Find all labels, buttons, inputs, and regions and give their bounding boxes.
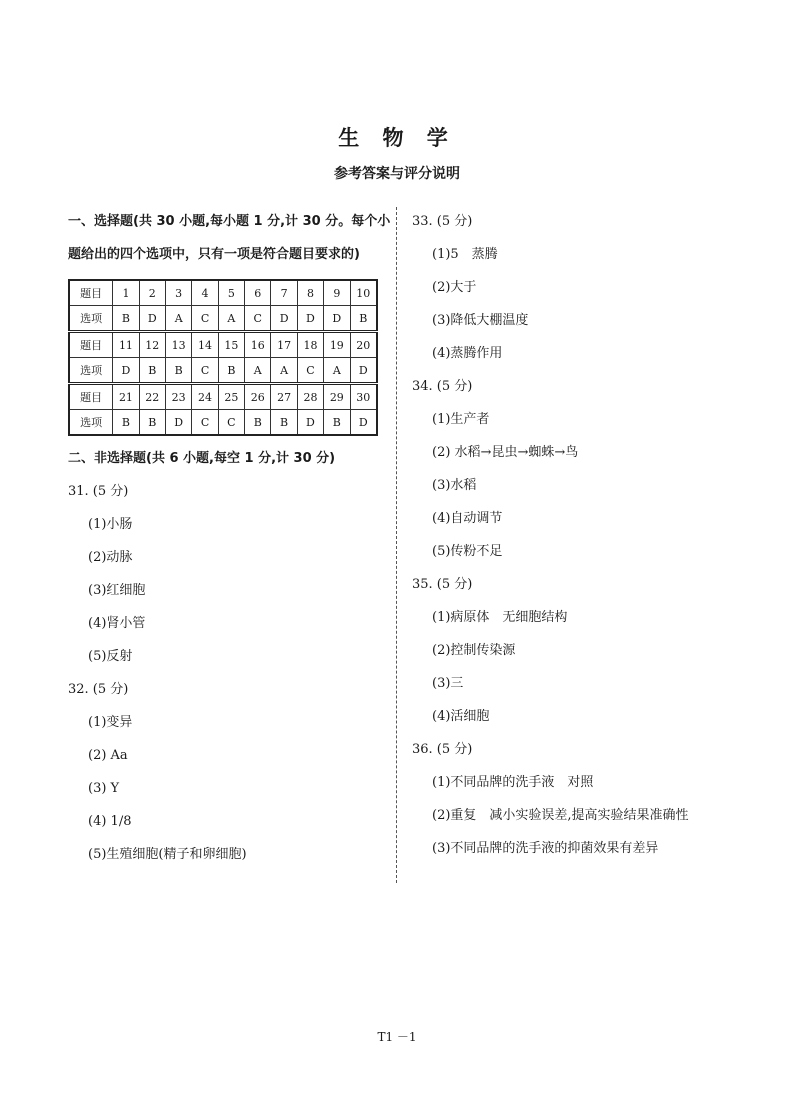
answer-item: (5)生殖细胞(精子和卵细胞) (88, 847, 247, 862)
question-number: 11 (113, 332, 139, 358)
answer-item: (3)红细胞 (88, 583, 146, 598)
answer-option: B (165, 358, 191, 384)
answer-item: (2)控制传染源 (432, 643, 516, 658)
answer-item: (3)水稻 (432, 478, 477, 493)
answer-item: (2) Aa (88, 748, 128, 763)
answer-option: D (113, 358, 139, 384)
answer-item: (4)蒸腾作用 (432, 346, 503, 361)
row-label: 题目 (69, 384, 113, 410)
answer-option: A (218, 306, 244, 332)
answer-item: (1)5 蒸腾 (432, 247, 498, 262)
answer-option: A (324, 358, 350, 384)
answer-option: D (271, 306, 297, 332)
answer-item: (4)自动调节 (432, 511, 503, 526)
answer-option: C (192, 306, 218, 332)
question-number: 8 (297, 280, 323, 306)
question-number: 17 (271, 332, 297, 358)
answer-item: (3) Y (88, 781, 120, 796)
answer-option: A (245, 358, 271, 384)
question-number: 22 (139, 384, 165, 410)
answer-option: B (113, 410, 139, 436)
answer-option: B (324, 410, 350, 436)
question-number: 27 (271, 384, 297, 410)
answer-table (68, 279, 378, 436)
answer-option: C (245, 306, 271, 332)
answer-option: D (297, 306, 323, 332)
answer-item: (2) 水稻→昆虫→蜘蛛→鸟 (432, 445, 579, 460)
answer-option: B (139, 410, 165, 436)
answer-option: B (271, 410, 297, 436)
question-number: 20 (350, 332, 377, 358)
table-row-numbers (69, 280, 377, 306)
table-row-numbers (69, 384, 377, 410)
answer-option: D (350, 358, 377, 384)
row-label: 选项 (69, 306, 113, 332)
row-label: 题目 (69, 280, 113, 306)
column-divider (396, 207, 397, 883)
section1-heading-line2: 题给出的四个选项中，只有一项是符合题目要求的) (68, 247, 360, 262)
answer-option: C (192, 358, 218, 384)
question-number: 12 (139, 332, 165, 358)
question-33 (412, 205, 742, 370)
answer-item: (3)三 (432, 676, 464, 691)
question-number: 24 (192, 384, 218, 410)
question-number: 6 (245, 280, 271, 306)
page-title: 生 物 学 (338, 126, 456, 150)
question-32-head: 32. (5 分) (68, 682, 129, 697)
table-row-answers (69, 306, 377, 332)
answer-item: (2)重复 减小实验误差,提高实验结果准确性 (432, 808, 689, 823)
question-35 (412, 568, 742, 733)
answer-item: (1)病原体 无细胞结构 (432, 610, 568, 625)
answer-option: D (165, 410, 191, 436)
answer-option: B (218, 358, 244, 384)
answer-item: (2)大于 (432, 280, 477, 295)
page-footer: T1 －1 (377, 1030, 417, 1044)
question-number: 1 (113, 280, 139, 306)
question-number: 29 (324, 384, 350, 410)
question-number: 26 (245, 384, 271, 410)
section1-heading-line1: 一、选择题(共 30 小题,每小题 1 分,计 30 分。每个小 (68, 214, 391, 229)
section2-heading: 二、非选择题(共 6 小题,每空 1 分,计 30 分) (68, 451, 336, 466)
question-36 (412, 733, 742, 865)
question-number: 30 (350, 384, 377, 410)
right-column (412, 205, 742, 865)
answer-option: A (271, 358, 297, 384)
answer-item: (4)肾小管 (88, 616, 146, 631)
question-35-head: 35. (5 分) (412, 577, 473, 592)
answer-option: B (113, 306, 139, 332)
table-row-answers (69, 410, 377, 436)
question-34-head: 34. (5 分) (412, 379, 473, 394)
question-number: 19 (324, 332, 350, 358)
answer-item: (4) 1/8 (88, 814, 132, 829)
left-column (68, 205, 391, 871)
answer-item: (5)反射 (88, 649, 133, 664)
question-number: 7 (271, 280, 297, 306)
question-number: 28 (297, 384, 323, 410)
page-subtitle: 参考答案与评分说明 (334, 166, 460, 182)
answer-item: (5)传粉不足 (432, 544, 503, 559)
answer-item: (4)活细胞 (432, 709, 490, 724)
question-number: 4 (192, 280, 218, 306)
question-31-head: 31. (5 分) (68, 484, 129, 499)
answer-option: D (139, 306, 165, 332)
question-33-head: 33. (5 分) (412, 214, 473, 229)
answer-item: (2)动脉 (88, 550, 133, 565)
question-number: 3 (165, 280, 191, 306)
table-row-answers (69, 358, 377, 384)
question-number: 2 (139, 280, 165, 306)
answer-item: (3)不同品牌的洗手液的抑菌效果有差异 (432, 841, 659, 856)
row-label: 选项 (69, 358, 113, 384)
question-number: 21 (113, 384, 139, 410)
question-number: 23 (165, 384, 191, 410)
question-number: 5 (218, 280, 244, 306)
answer-item: (1)不同品牌的洗手液 对照 (432, 775, 594, 790)
answer-option: C (192, 410, 218, 436)
question-number: 9 (324, 280, 350, 306)
question-number: 10 (350, 280, 377, 306)
row-label: 题目 (69, 332, 113, 358)
answer-item: (3)降低大棚温度 (432, 313, 529, 328)
question-number: 14 (192, 332, 218, 358)
answer-option: B (245, 410, 271, 436)
question-number: 16 (245, 332, 271, 358)
answer-option: B (139, 358, 165, 384)
question-number: 13 (165, 332, 191, 358)
answer-item: (1)生产者 (432, 412, 490, 427)
question-32 (68, 673, 388, 871)
row-label: 选项 (69, 410, 113, 436)
question-31 (68, 475, 388, 673)
answer-option: D (324, 306, 350, 332)
question-number: 25 (218, 384, 244, 410)
question-number: 15 (218, 332, 244, 358)
answer-option: D (297, 410, 323, 436)
answer-option: D (350, 410, 377, 436)
answer-option: B (350, 306, 377, 332)
answer-option: C (297, 358, 323, 384)
question-34 (412, 370, 742, 568)
answer-item: (1)变异 (88, 715, 133, 730)
question-36-head: 36. (5 分) (412, 742, 473, 757)
table-row-numbers (69, 332, 377, 358)
question-number: 18 (297, 332, 323, 358)
answer-option: A (165, 306, 191, 332)
answer-option: C (218, 410, 244, 436)
answer-item: (1)小肠 (88, 517, 133, 532)
